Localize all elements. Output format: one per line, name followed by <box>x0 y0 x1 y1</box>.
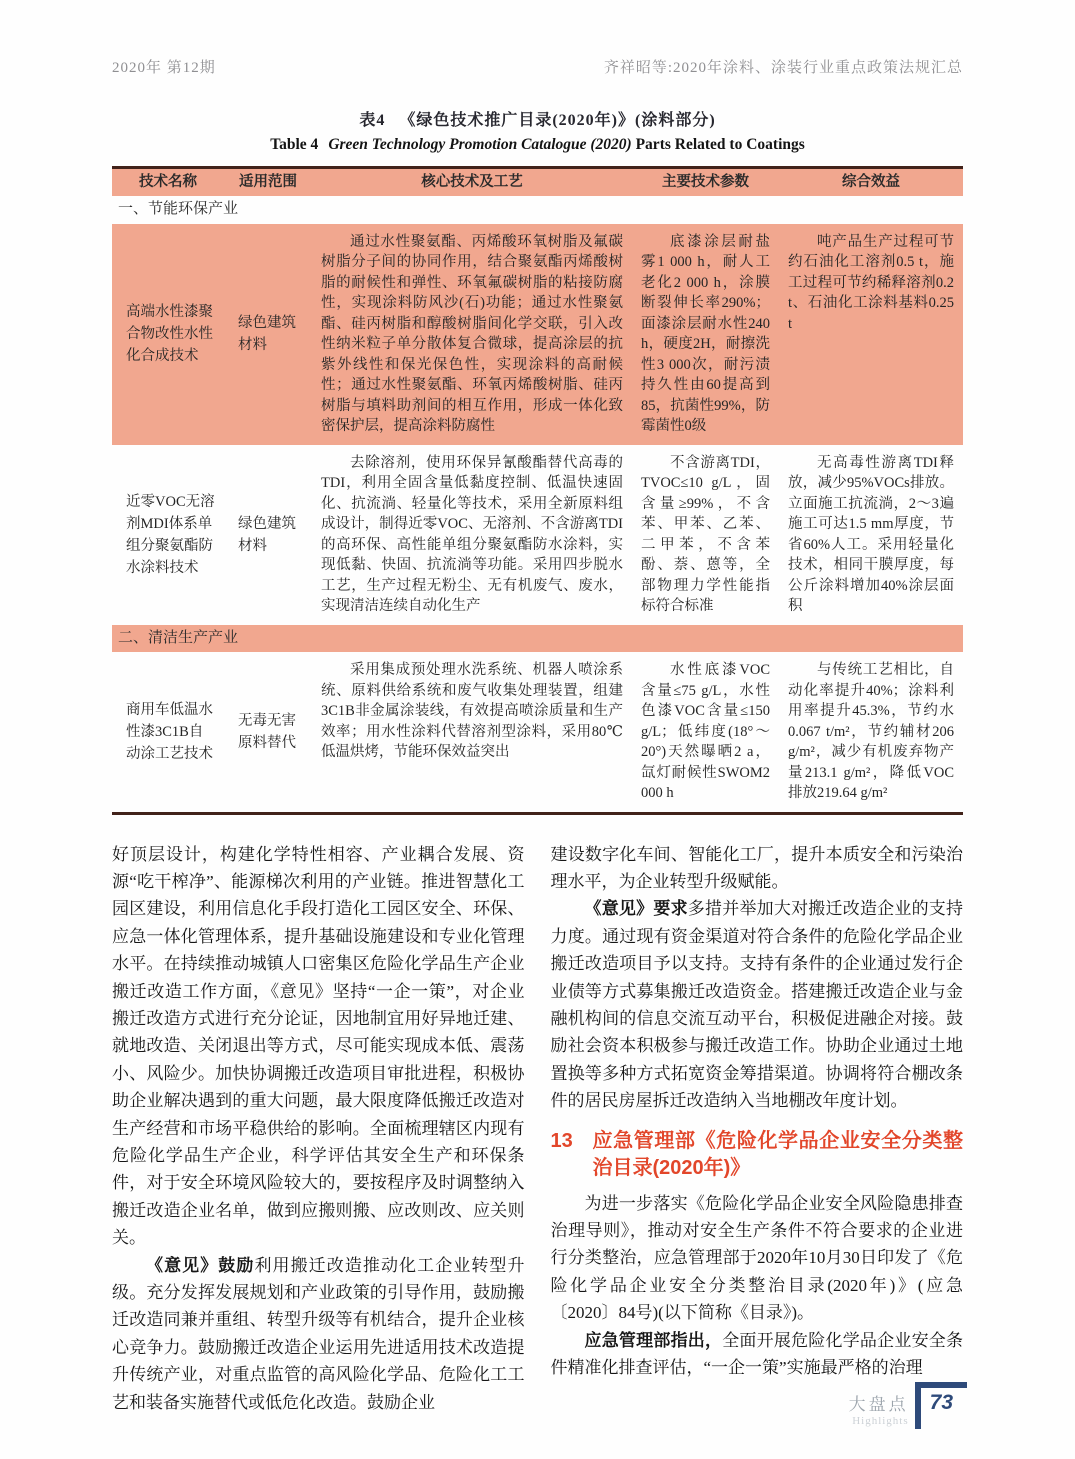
table-titles <box>112 107 963 154</box>
paragraph: 建设数字化车间、智能化工厂，提升本质安全和污染治理水平，为企业转型升级赋能。 <box>550 844 963 891</box>
paragraph: 应急管理部指出，全面开展危险化学品企业安全条件精准化排查评估，“一企一策”实施最严格的治理 <box>550 1330 964 1377</box>
cell-tech-name: 近零VOC无溶剂MDI体系单组分聚氨酯防水涂料技术 <box>126 493 215 576</box>
section-13-heading <box>551 1128 964 1182</box>
table-row <box>112 445 963 625</box>
body-column-right <box>551 841 964 1417</box>
table-title-cn <box>112 107 963 130</box>
green-tech-table <box>112 166 963 815</box>
cell-core-tech: 通过水性聚氨酯、丙烯酸环氧树脂及氟碳树脂分子间的协同作用，结合聚氨酯丙烯酸树脂的耐候性和弹性、环氧氟碳树脂的粘接防腐性，实现涂料防风沙(石)功能；通过水性聚氨酯、硅丙树脂和醇酸树脂间化学交联，引入改性纳米粒子单分散体复合微球，提高涂层的抗紫外线性和保光保色性，实现涂料的高耐候性；通过水性聚氨酯、环氧丙烯酸树脂、硅丙树脂与填料助剂间的相互作用，形成一体化致密保护层，提高涂料防腐性 <box>321 233 623 434</box>
paragraph: 《意见》鼓励利用搬迁改造推动化工企业转型升级。充分发挥发展规划和产业政策的引导作用，鼓励搬迁改造同兼并重组、转型升级等有机结合，提升企业核心竞争力。鼓励搬迁改造企业运用先进适用技术改造提升传统产业，对重点监管的高风险化学品、危险化工工艺和装备实施替代或低危化改造。鼓励企业 <box>112 1255 525 1412</box>
cell-benefits: 与传统工艺相比，自动化率提升40%；涂料利用率提升45.3%，节约水0.067 t/m²，节约辅材206 g/m²，减少有机废弃物产量213.1 g/m²，降低VOC排放219.64 g/m² <box>788 662 954 801</box>
running-title: 齐祥昭等:2020年涂料、涂装行业重点政策法规汇总 <box>603 60 963 76</box>
section-title: 应急管理部《危险化学品企业安全分类整治目录(2020年)》 <box>592 1129 963 1179</box>
table-section-energy-saving: 一、节能环保产业 <box>118 201 239 217</box>
brand-en-label: Highlights <box>852 1415 909 1427</box>
cell-core-tech: 去除溶剂，使用环保异氰酸酯替代高毒的TDI，利用全固含量低黏度控制、低温快速固化、抗流淌、轻量化等技术，采用全新原料组成设计，制得近零VOC、无溶剂、不含游离TDI的高环保、高性能单组分聚氨酯防水涂料，实现低黏、快固、抗流淌等功能。采用四步脱水工艺，生产过程无粉尘、无有机废气、废水，实现清洁连续自动化生产 <box>321 454 623 614</box>
table-title-en <box>112 136 963 154</box>
body-column-left <box>112 841 525 1417</box>
cell-benefits: 吨产品生产过程可节约石油化工溶剂0.5 t，施工过程可节约稀释溶剂0.2 t、石油化工涂料基料0.25 t <box>788 233 954 332</box>
table-title-en-italic: Green Technology Promotion Catalogue (2020) <box>328 136 632 153</box>
paragraph-lead: 《意见》鼓励 <box>146 1255 255 1275</box>
table-number-en: Table 4 <box>270 136 319 153</box>
cell-scope: 绿色建筑材料 <box>238 515 296 554</box>
section-number: 13 <box>550 1129 573 1152</box>
cell-tech-name: 商用车低温水性漆3C1B自动涂工艺技术 <box>126 701 213 762</box>
table-row <box>112 652 963 812</box>
cell-core-tech: 采用集成预处理水洗系统、机器人喷涂系统、原料供给系统和废气收集处理装置，组建3C1B非金属涂装线，有效提高喷涂质量和生产效率；用水性涂料代替溶剂型涂料，采用80℃低温烘烤，节能环保效益突出 <box>321 662 623 760</box>
table-section-clean-production: 二、清洁生产产业 <box>112 625 963 653</box>
cell-params: 底漆涂层耐盐雾1 000 h，耐人工老化2 000 h，涂膜断裂伸长率290%；面漆涂层耐水性240 h，硬度2H，耐擦洗性3 000次，耐污渍持久性由60提高到85，抗菌性99%，防霉菌性0级 <box>641 233 770 434</box>
cell-tech-name: 高端水性漆聚合物改性水性化合成技术 <box>126 304 213 364</box>
col-header-benefits: 综合效益 <box>842 174 900 191</box>
cell-benefits: 无高毒性游离TDI释放，减少95%VOCs排放。立面施工抗流淌，2～3遍施工可达1.5 mm厚度，节省60%人工。采用轻量化技术，相同干膜厚度，每公斤涂料增加40%涂层面积 <box>788 454 954 614</box>
paragraph: 《意见》要求多措并举加大对搬迁改造企业的支持力度。通过现有资金渠道对符合条件的危险化学品企业搬迁改造项目予以支持。支持有条件的企业通过发行企业债等方式募集搬迁改造资金。搭建搬迁改造企业与金融机构间的信息交流互动平台，积极促进融企对接。鼓励社会资本积极参与搬迁改造工作。协助企业通过土地置换等多种方式拓宽资金筹措渠道。协调将符合棚改条件的居民房屋拆迁改造纳入当地棚改年度计划。 <box>550 899 964 1111</box>
paragraph-lead: 应急管理部指出， <box>584 1330 723 1350</box>
col-header-scope: 适用范围 <box>239 174 297 191</box>
table-title-en-rest: Parts Related to Coatings <box>635 136 805 153</box>
cell-params: 水性底漆VOC含量≤75 g/L，水性色漆VOC含量≤150 g/L；低纬度(18°～20°)天然曝晒2 a，氙灯耐候性SWOM2 000 h <box>641 662 770 801</box>
page-footer <box>849 1382 967 1429</box>
col-header-params: 主要技术参数 <box>662 174 749 191</box>
body-text <box>112 841 963 1417</box>
brand-cn-label: 大盘点 <box>848 1395 909 1414</box>
page-number-bracket <box>915 1382 967 1429</box>
table-title-cn-text: 《绿色技术推广目录(2020年)》(涂料部分) <box>399 112 716 129</box>
page-number: 73 <box>929 1391 953 1414</box>
paragraph: 为进一步落实《危险化学品企业安全风险隐患排查治理导则》，推动对安全生产条件不符合要求的企业进行分类整治，应急管理部于2020年10月30日印发了《危险化学品企业安全分类整治目录(2020年)》(应急〔2020〕84号)(以下简称《目录》)。 <box>550 1193 963 1323</box>
paragraph: 好顶层设计，构建化学特性相容、产业耦合发展、资源“吃干榨净”、能源梯次利用的产业链。推进智慧化工园区建设，利用信息化手段打造化工园区安全、环保、应急一体化管理体系，提升基础设施建设和专业化管理水平。在持续推动城镇人口密集区危险化学品生产企业搬迁改造工作方面，《意见》坚持“一企一策”，对企业搬迁改造方式进行充分论证，因地制宜用好异地迁建、就地改造、关闭退出等方式，尽可能实现成本低、震荡小、风险少。加快协调搬迁改造项目审批进程，积极协助企业解决遇到的重大问题，最大限度降低搬迁改造对生产经营和市场平稳供给的影响。全面梳理辖区内现有危险化学品生产企业，科学评估其安全生产和环保条件，对于安全环境风险较大的，要按程序及时调整纳入搬迁改造企业名单，做到应搬则搬、应改则改、应关则关。 <box>112 844 525 1248</box>
column-brand <box>849 1390 909 1427</box>
col-header-tech-name: 技术名称 <box>139 174 197 191</box>
cell-scope: 绿色建筑材料 <box>238 315 296 353</box>
table-number-cn: 表4 <box>359 112 386 129</box>
cell-scope: 无毒无害原料替代 <box>238 712 296 751</box>
col-header-core-tech: 核心技术及工艺 <box>421 174 523 191</box>
paragraph-lead: 《意见》要求 <box>584 899 688 919</box>
table-row <box>112 224 963 445</box>
table-header-row <box>112 169 963 196</box>
issue-label: 2020年 第12期 <box>112 60 216 76</box>
running-header <box>112 0 963 77</box>
cell-params: 不含游离TDI，TVOC≤10 g/L，固含量≥99%，不含苯、甲苯、乙苯、二甲苯，不含苯酚、萘、蒽等，全部物理力学性能指标符合标准 <box>641 454 770 614</box>
